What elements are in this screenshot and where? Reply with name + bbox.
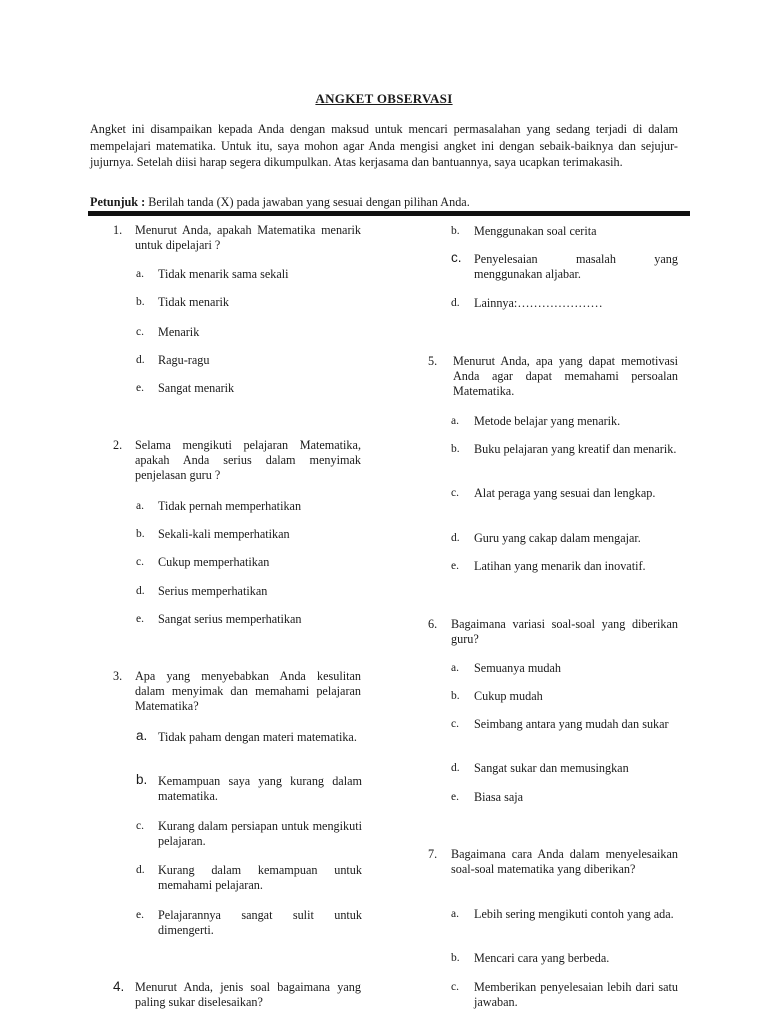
question-text: Menurut Anda, apakah Matematika menarik untuk dipelajari ? xyxy=(135,223,361,252)
question-text: Apa yang menyebabkan Anda kesulitan dalam menyimak dan memahami pelajaran Matematika? xyxy=(135,669,361,713)
question-number: 6. xyxy=(428,617,438,631)
header-divider xyxy=(88,211,690,216)
document-title: ANGKET OBSERVASI xyxy=(315,91,453,106)
question-text: Menurut Anda, jenis soal bagaimana yang paling sukar diselesaikan? xyxy=(135,980,361,1009)
question-number: 2. xyxy=(113,438,123,452)
question-number: 3. xyxy=(113,669,123,683)
question-number: 7. xyxy=(428,847,438,861)
question-text: Bagaimana variasi soal-soal yang diberikan guru? xyxy=(451,617,678,646)
question-text: Selama mengikuti pelajaran Matematika, apakah Anda serius dalam menyimak penjelasan guru ? xyxy=(135,438,361,482)
instructions xyxy=(90,195,690,210)
intro-paragraph: Angket ini disampaikan kepada Anda dengan maksud untuk mencari permasalahan yang sedang terjadi di dalam mempelajari matematika. Untuk itu, saya mohon agar Anda mengisi angket ini dengan sebaik-baiknya dan sejujur-jujurnya. Setelah diisi harap segera dikumpulkan. Atas kerjasama dan bantuannya, saya ucapkan terimakasih. xyxy=(90,122,678,169)
question-number: 5. xyxy=(428,354,438,368)
question-number: 1. xyxy=(113,223,123,237)
instructions-text: Berilah tanda (X) pada jawaban yang sesuai dengan pilihan Anda. xyxy=(145,195,470,209)
question-text: Bagaimana cara Anda dalam menyelesaikan soal-soal matematika yang diberikan? xyxy=(451,847,678,876)
instructions-label: Petunjuk : xyxy=(90,195,146,209)
question-number: 4. xyxy=(113,979,125,994)
question-text: Menurut Anda, apa yang dapat memotivasi Anda agar dapat memahami persoalan Matematika. xyxy=(453,354,678,398)
